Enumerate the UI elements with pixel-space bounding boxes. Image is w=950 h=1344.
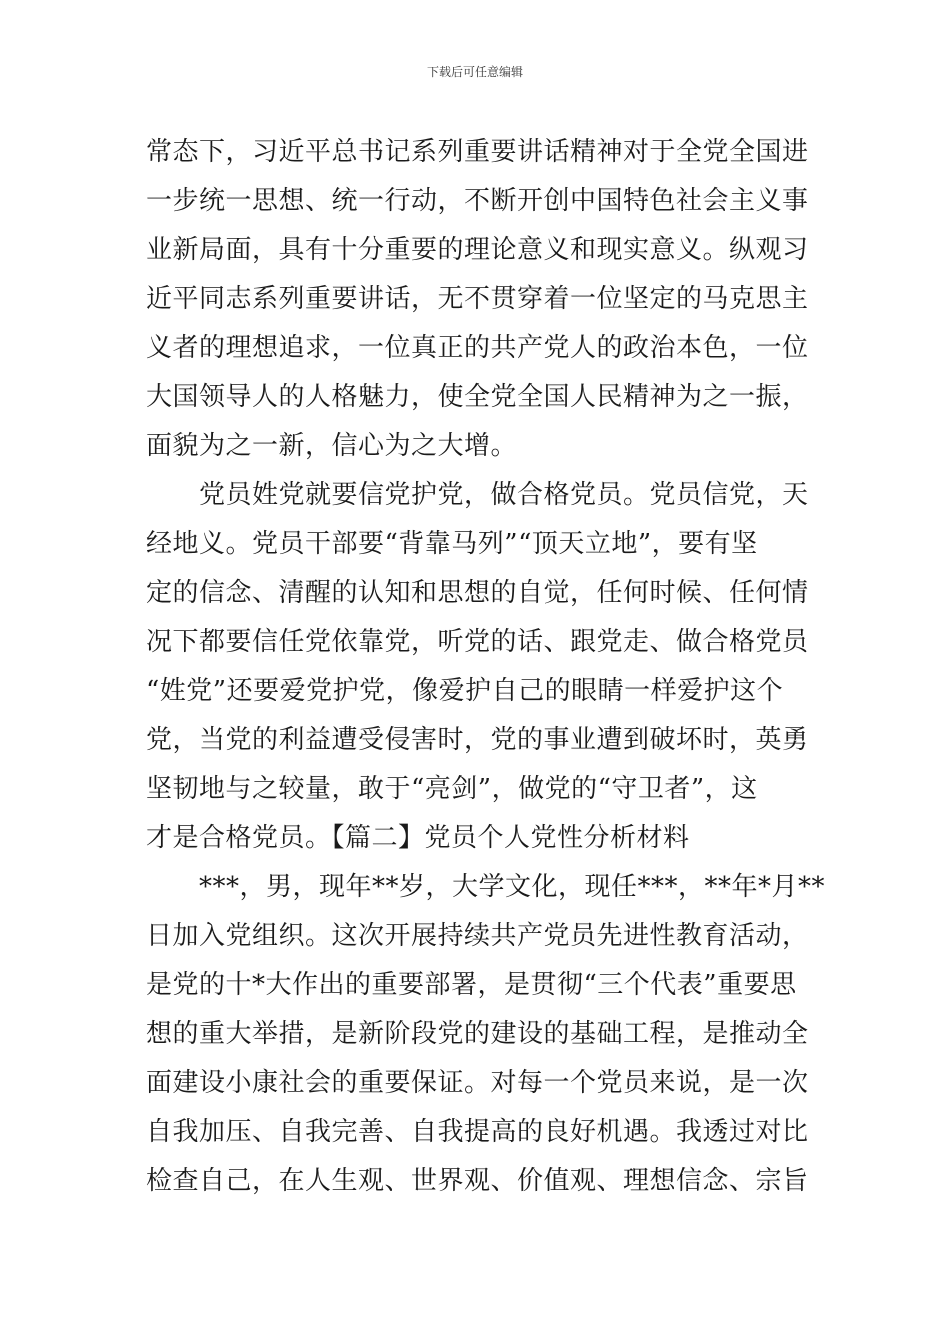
- text-line: 定的信念、清醒的认知和思想的自觉，任何时候、任何情: [146, 578, 809, 608]
- text-line: 大国领导人的人格魅力，使全党全国人民精神为之一振，: [146, 382, 809, 412]
- text-line: 常态下，习近平总书记系列重要讲话精神对于全党全国进: [146, 137, 809, 167]
- text-line: 想的重大举措，是新阶段党的建设的基础工程，是推动全: [146, 1019, 809, 1049]
- text-line: 党，当党的利益遭受侵害时，党的事业遭到破坏时，英勇: [146, 725, 809, 755]
- text-line: “姓党”还要爱党护党，像爱护自己的眼睛一样爱护这个: [146, 676, 784, 706]
- text-line: 义者的理想追求，一位真正的共产党人的政治本色，一位: [146, 333, 809, 363]
- text-line: 经地义。党员干部要“背靠马列”“顶天立地”，要有坚: [146, 529, 758, 559]
- document-body: [146, 128, 826, 1206]
- text-line: 面貌为之一新，信心为之大增。: [146, 431, 518, 461]
- text-line: 近平同志系列重要讲话，无不贯穿着一位坚定的马克思主: [146, 284, 809, 314]
- text-line: ***，男，现年**岁，大学文化，现任***，**年*月**: [146, 872, 826, 902]
- text-line: 是党的十*大作出的重要部署，是贯彻“三个代表”重要思: [146, 970, 797, 1000]
- text-line: 检查自己，在人生观、世界观、价值观、理想信念、宗旨: [146, 1166, 809, 1196]
- text-line: 自我加压、自我完善、自我提高的良好机遇。我透过对比: [146, 1117, 809, 1147]
- text-line: 日加入党组织。这次开展持续共产党员先进性教育活动，: [146, 921, 809, 951]
- text-line: 坚韧地与之较量，敢于“亮剑”，做党的“守卫者”，这: [146, 774, 758, 804]
- text-line: 才是合格党员。【篇二】党员个人党性分析材料: [146, 823, 690, 853]
- text-line: 一步统一思想、统一行动，不断开创中国特色社会主义事: [146, 186, 809, 216]
- text-line: 面建设小康社会的重要保证。对每一个党员来说，是一次: [146, 1068, 809, 1098]
- text-line: 党员姓党就要信党护党，做合格党员。党员信党，天: [146, 480, 809, 510]
- text-line: 业新局面，具有十分重要的理论意义和现实意义。纵观习: [146, 235, 809, 265]
- text-line: 况下都要信任党依靠党，听党的话、跟党走、做合格党员: [146, 627, 809, 657]
- page-header-note: 下载后可任意编辑: [426, 65, 523, 79]
